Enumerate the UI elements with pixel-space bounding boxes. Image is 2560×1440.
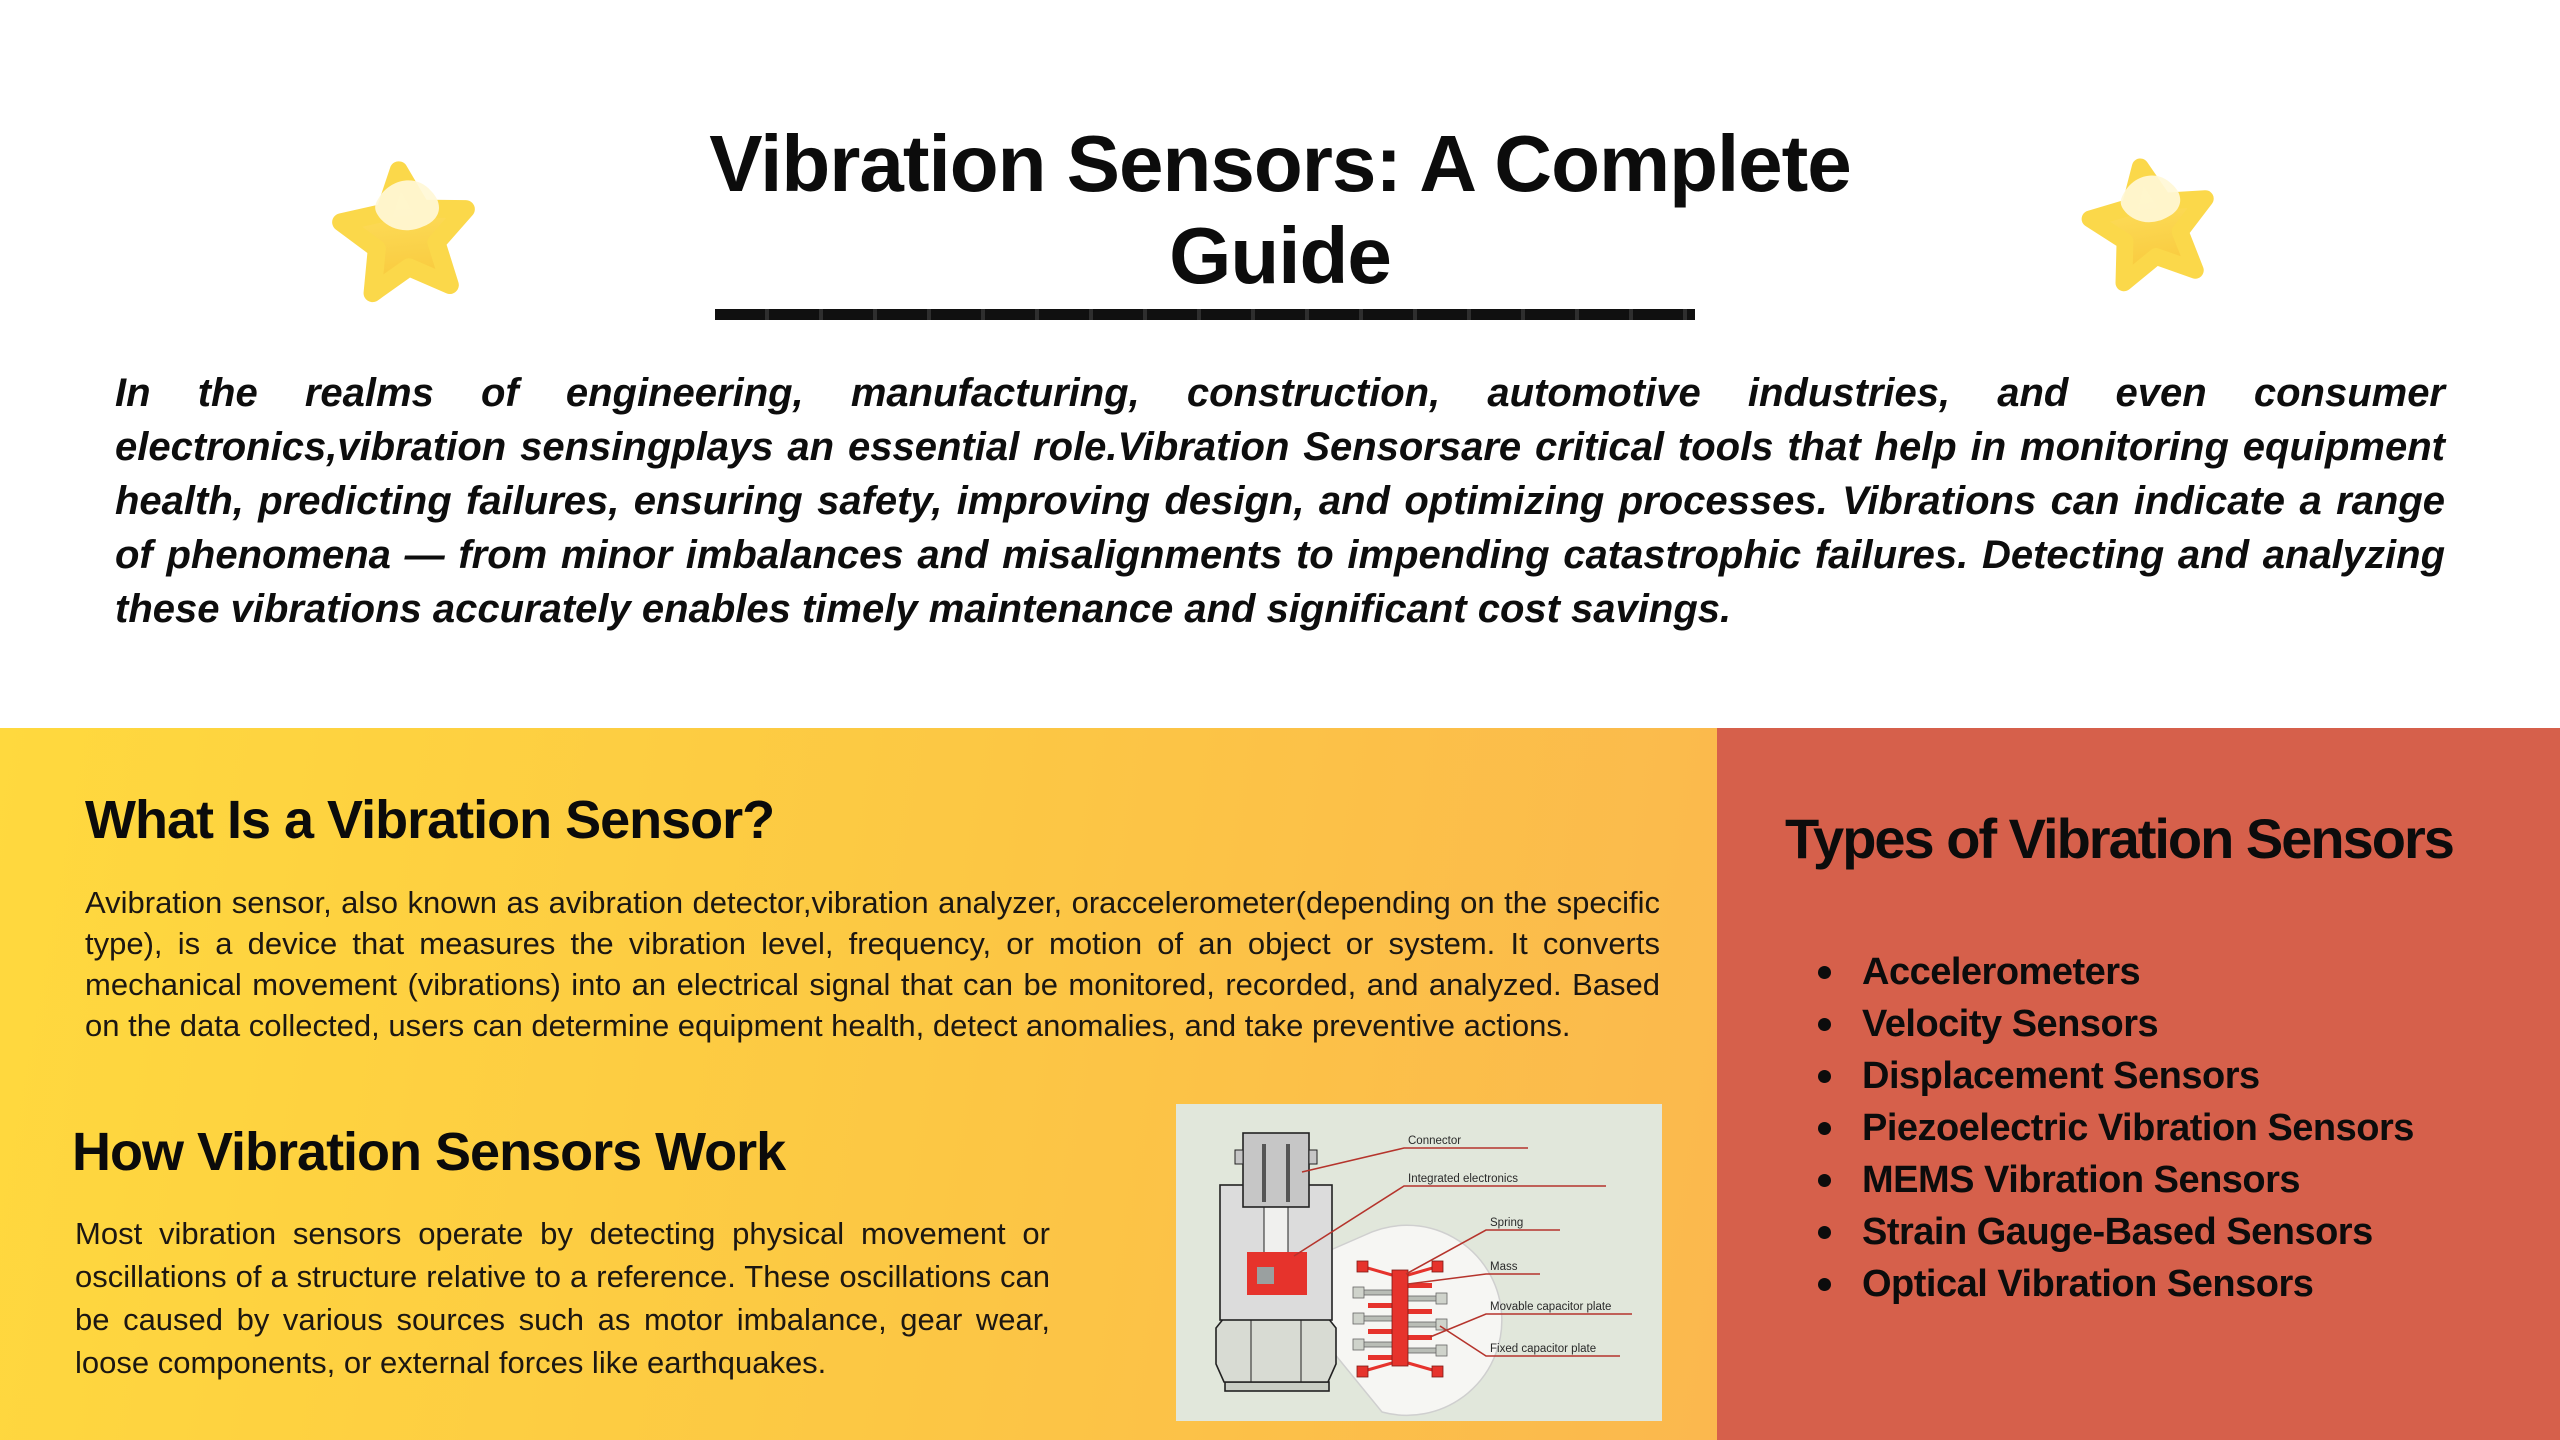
diagram-label-connector: Connector — [1408, 1135, 1462, 1147]
sensor-diagram — [1176, 1104, 1662, 1421]
list-item: Piezoelectric Vibration Sensors — [1800, 1102, 2414, 1154]
intro-paragraph: In the realms of engineering, manufacturing, construction, automotive industries, and even consumer electronics,vibration sensingplays an essential role.Vibration Sensorsare critical tools that help in monitoring equipment health, predicting failures, ensuring safety, improving design, and optimizing processes. Vibrations can indicate a range of phenomena — from minor imbalances and misalignments to impending catastrophic failures. Detecting and analyzing these vibrations accurately enables timely maintenance and significant cost savings. — [115, 371, 2445, 631]
what-is-paragraph: Avibration sensor, also known as avibration detector,vibration analyzer, oraccelerometer(depending on the specific type), is a device that measures the vibration level, frequency, or motion of an object or system. It converts mechanical movement (vibrations) into an electrical signal that can be monitored, recorded, and analyzed. Based on the data collected, users can determine equipment health, detect anomalies, and take preventive actions. — [85, 885, 1660, 1043]
types-heading: Types of Vibration Sensors — [1785, 807, 2453, 870]
integrated-electronics-block — [1247, 1252, 1307, 1295]
list-item: MEMS Vibration Sensors — [1800, 1154, 2414, 1206]
title-underline — [715, 309, 1695, 320]
list-item: Optical Vibration Sensors — [1800, 1258, 2414, 1310]
list-item: Displacement Sensors — [1800, 1050, 2414, 1102]
diagram-label-fixed-plate: Fixed capacitor plate — [1490, 1343, 1597, 1355]
page-title — [0, 118, 2560, 302]
accelerometer-cutaway-diagram — [1176, 1104, 1662, 1421]
list-item: Velocity Sensors — [1800, 998, 2414, 1050]
page-title-line2: Guide — [1169, 211, 1391, 300]
what-is-heading: What Is a Vibration Sensor? — [85, 790, 775, 850]
diagram-label-mass: Mass — [1490, 1261, 1518, 1273]
mass-bar — [1392, 1270, 1408, 1366]
mems-die — [1257, 1267, 1274, 1284]
diagram-label-movable-plate: Movable capacitor plate — [1490, 1301, 1612, 1313]
how-work-paragraph: Most vibration sensors operate by detecting physical movement or oscillations of a structure relative to a reference. These oscillations can be caused by various sources such as motor imbalance, gear wear, loose components, or external forces like earthquakes. — [75, 1216, 1050, 1380]
list-item: Strain Gauge-Based Sensors — [1800, 1206, 2414, 1258]
diagram-label-spring: Spring — [1490, 1217, 1524, 1229]
page-title-line1: Vibration Sensors: A Complete — [709, 119, 1851, 208]
types-list — [1800, 946, 2414, 1310]
diagram-label-integrated-electronics: Integrated electronics — [1408, 1173, 1518, 1185]
how-work-heading: How Vibration Sensors Work — [72, 1122, 786, 1182]
list-item: Accelerometers — [1800, 946, 2414, 998]
